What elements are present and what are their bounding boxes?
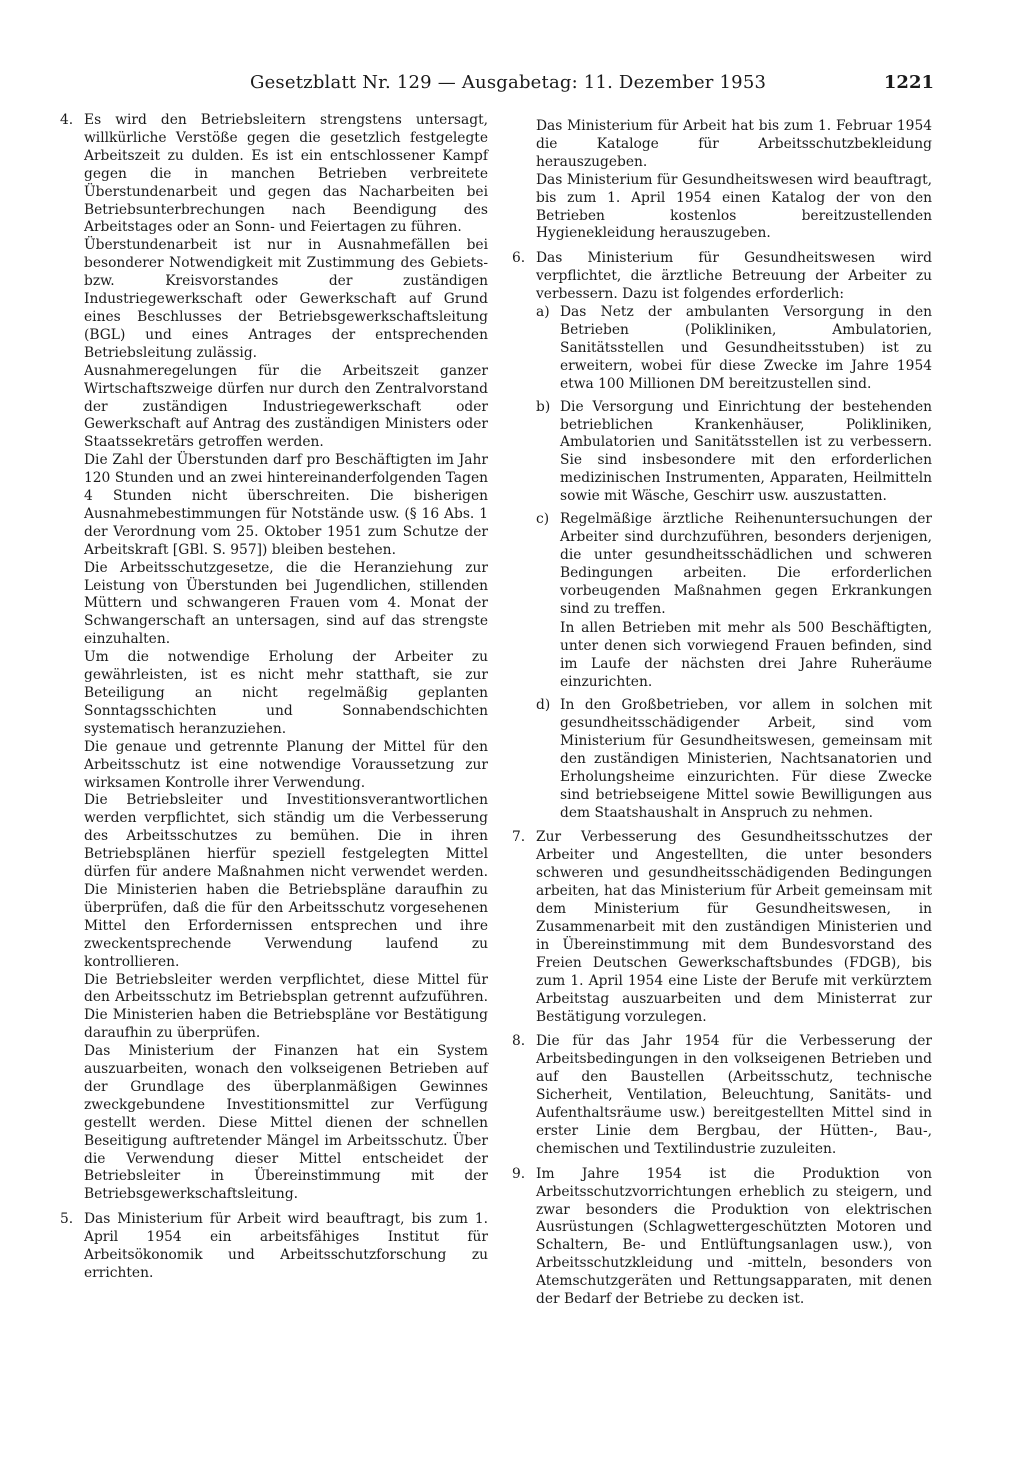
- paragraph: Das Ministerium für Gesundheitswesen wird verpflichtet, die ärztliche Betreuung der Arbeiter zu verbessern. Dazu ist folgendes erforderlich:: [536, 250, 932, 303]
- paragraph: Um die notwendige Erholung der Arbeiter zu gewährleisten, ist es nicht mehr statthaft, sie zur Beteiligung an nicht regelmäßig geplanten Sonntagsschichten und Sonnabendschichten systematisch heranzuziehen.: [84, 649, 488, 737]
- paragraph: Die genaue und getrennte Planung der Mittel für den Arbeitsschutz ist eine notwendige Voraussetzung zur wirksamen Kontrolle ihrer Verwendung.: [84, 738, 488, 791]
- page-header: [56, 72, 934, 98]
- paragraph: Das Ministerium für Arbeit hat bis zum 1. Februar 1954 die Kataloge für Arbeitsschutzbekleidung herauszugeben.: [536, 118, 932, 170]
- paragraph: Im Jahre 1954 ist die Produktion von Arbeitsschutzvorrichtungen erheblich zu steigern, und zwar besonders die Produktion von elektrischen Ausrüstungen (Schlagwettergeschützten Motoren und Schaltern, Be- und Entlüftungsanlagen usw.), von Arbeitsschutzkleidung und -mitteln, besonders von Atemschutzgeräten und Rettungsapparaten, mit denen der Bedarf der Betriebe zu decken ist.: [536, 1165, 932, 1308]
- section-4: [60, 112, 488, 1204]
- paragraph: Es wird den Betriebsleitern strengstens untersagt, willkürliche Verstöße gegen die gesetzlich festgelegte Arbeitszeit zu dulden. Es ist ein entschlossener Kampf gegen die in manchen Betrieben verbreitete Überstundenarbeit und gegen das Nacharbeiten bei Betriebsunterbrechungen nach Beendigung des Arbeitstages oder an Sonn- und Feiertagen zu führen.: [84, 112, 488, 236]
- section-9: [512, 1165, 932, 1309]
- section-number: 7.: [512, 829, 526, 846]
- paragraph: Die Zahl der Überstunden darf pro Beschäftigten im Jahr 120 Stunden und an zwei hintereinanderfolgenden Tagen 4 Stunden nicht überschreiten. Die bisherigen Ausnahmebestimmungen für Notstände usw. (§ 16 Abs. 1 der Verordnung vom 25. Oktober 1951 zum Schutze der Arbeitskraft [GBl. S. 957]) bleiben bestehen.: [84, 452, 488, 558]
- section-number: 9.: [512, 1165, 526, 1182]
- left-column: [60, 112, 488, 1290]
- subsection-letter: d): [536, 697, 551, 714]
- page-number: 1221: [883, 72, 934, 93]
- subsection-letter: c): [536, 511, 550, 528]
- paragraph: Die Arbeitsschutzgesetze, die die Heranziehung zur Leistung von Überstunden bei Jugendlichen, stillenden Müttern und schwangeren Frauen vom 4. Monat der Schwangerschaft an untersagen, sind auf das strengste einzuhalten.: [84, 559, 488, 648]
- section-number: 8.: [512, 1033, 526, 1050]
- subsection-text: In den Großbetrieben, vor allem in solchen mit gesundheitsschädigender Arbeit, sind vom Ministerium für Gesundheitswesen, gemeinsam mit den zuständigen Ministerien, Nachtsanatorien und Erholungsheime einzurichten. Für diese Zwecke sind betriebseigene Mittel sowie Bewilligungen aus dem Staatshaushalt in Anspruch zu nehmen.: [560, 697, 932, 821]
- paragraph: Überstundenarbeit ist nur in Ausnahmefällen bei besonderer Notwendigkeit mit Zustimmung des Gebiets- bzw. Kreisvorstandes der zuständigen Industriegewerkschaft oder Gewerkschaft auf Grund eines Beschlusses der Betriebsgewerkschaftsleitung (BGL) und eines Antrages der entsprechenden Betriebsleitung zulässig.: [84, 237, 488, 361]
- subsection-d: [536, 697, 932, 822]
- section-5-continuation: [536, 118, 932, 243]
- subsection-text: Die Versorgung und Einrichtung der bestehenden betrieblichen Krankenhäuser, Polikliniken, Ambulatorien und Sanitätsstellen ist zu verbessern. Sie sind insbesondere mit den erforderlichen medizinischen Instrumenten, Apparaten, Heilmitteln sowie mit Wäsche, Geschirr usw. auszustatten.: [560, 398, 932, 505]
- subsection-text: Regelmäßige ärztliche Reihenuntersuchungen der Arbeiter sind durchzuführen, besonders derjenigen, die unter gesundheitsschädlichen und schweren Bedingungen arbeiten. Die erforderlichen vorbeugenden Maßnahmen gegen Erkrankungen sind zu treffen.: [560, 511, 932, 617]
- subsection-a: [536, 304, 932, 394]
- section-6: [512, 250, 932, 822]
- section-8: [512, 1033, 932, 1158]
- section-number: 6.: [512, 250, 526, 267]
- section-number: 5.: [60, 1211, 74, 1228]
- subsection-letter: a): [536, 304, 550, 321]
- subsection-b: [536, 399, 932, 506]
- paragraph: Das Ministerium der Finanzen hat ein System auszuarbeiten, wonach den volkseigenen Betrieben auf der Grundlage des überplanmäßigen Gewinnes zweckgebundene Investitionsmittel zur Verfügung gestellt werden. Diese Mittel dienen der schnellen Beseitigung auftretender Mängel im Arbeitsschutz. Über die Verwendung dieser Mittel entscheidet der Betriebsleiter in Übereinstimmung mit der Betriebsgewerkschaftsleitung.: [84, 1043, 488, 1203]
- subsection-c: [536, 511, 932, 692]
- section-5: [60, 1211, 488, 1283]
- right-column: [512, 118, 932, 1316]
- subsection-letter: b): [536, 398, 551, 415]
- paragraph: Die Betriebsleiter und Investitionsverantwortlichen werden verpflichtet, sich ständig um die Verbesserung des Arbeitsschutzes zu bemühen. Die in ihren Betriebsplänen hierfür speziell festgelegten Mittel dürfen für andere Maßnahmen nicht verwendet werden. Die Ministerien haben die Betriebspläne daraufhin zu überprüfen, daß die für den Arbeitsschutz vorgesehenen Mittel den Erfordernissen entsprechen und ihre zweckentsprechende Verwendung laufend zu kontrollieren.: [84, 792, 488, 970]
- section-7: [512, 829, 932, 1026]
- header-title: Gesetzblatt Nr. 129 — Ausgabetag: 11. Dezember 1953: [250, 72, 767, 93]
- paragraph: Das Ministerium für Arbeit wird beauftragt, bis zum 1. April 1954 ein arbeitsfähiges Institut für Arbeitsökonomik und Arbeitsschutzforschung zu errichten.: [84, 1211, 488, 1281]
- section-number: 4.: [60, 112, 74, 128]
- paragraph: Die für das Jahr 1954 für die Verbesserung der Arbeitsbedingungen in den volkseigenen Betrieben und auf den Baustellen (Arbeitsschutz, technische Sicherheit, Ventilation, Beleuchtung, Sanitäts- und Aufenthaltsräume usw.) bereitgestellten Mittel sind in erster Linie dem Bergbau, der Hütten-, Bau-, chemischen und Textilindustrie zuzuleiten.: [536, 1033, 932, 1157]
- paragraph: Zur Verbesserung des Gesundheitsschutzes der Arbeiter und Angestellten, die unter besonders schweren und gesundheitsschädigenden Bedingungen arbeiten, hat das Ministerium für Arbeit gemeinsam mit dem Ministerium für Gesundheitswesen, in Zusammenarbeit mit den zuständigen Ministerien und in Übereinstimmung mit dem Bundesvorstand des Freien Deutschen Gewerkschaftsbundes (FDGB), bis zum 1. April 1954 eine Liste der Berufe mit verkürztem Arbeitstag auszuarbeiten und dem Ministerrat zur Bestätigung vorzulegen.: [536, 829, 932, 1025]
- paragraph: Das Ministerium für Gesundheitswesen wird beauftragt, bis zum 1. April 1954 einen Katalog der von den Betrieben kostenlos bereitzustellenden Hygienekleidung herauszugeben.: [536, 171, 932, 242]
- paragraph: Die Betriebsleiter werden verpflichtet, diese Mittel für den Arbeitsschutz im Betriebsplan getrennt aufzuführen. Die Ministerien haben die Betriebspläne vor Bestätigung daraufhin zu überprüfen.: [84, 971, 488, 1042]
- subsection-text: In allen Betrieben mit mehr als 500 Beschäftigten, unter denen sich vorwiegend Frauen befinden, sind im Laufe der nächsten drei Jahre Ruheräume einzurichten.: [560, 620, 932, 691]
- subsection-text: Das Netz der ambulanten Versorgung in den Betrieben (Polikliniken, Ambulatorien, Sanitätsstellen und Gesundheitsstuben) ist zu erweitern, wobei für diese Zwecke im Jahre 1954 etwa 100 Millionen DM bereitzustellen sind.: [560, 304, 932, 392]
- paragraph: Ausnahmeregelungen für die Arbeitszeit ganzer Wirtschaftszweige dürfen nur durch den Zentralvorstand der zuständigen Industriegewerkschaft oder Gewerkschaft auf Antrag des zuständigen Ministers oder Staatssekretärs getroffen werden.: [84, 362, 488, 451]
